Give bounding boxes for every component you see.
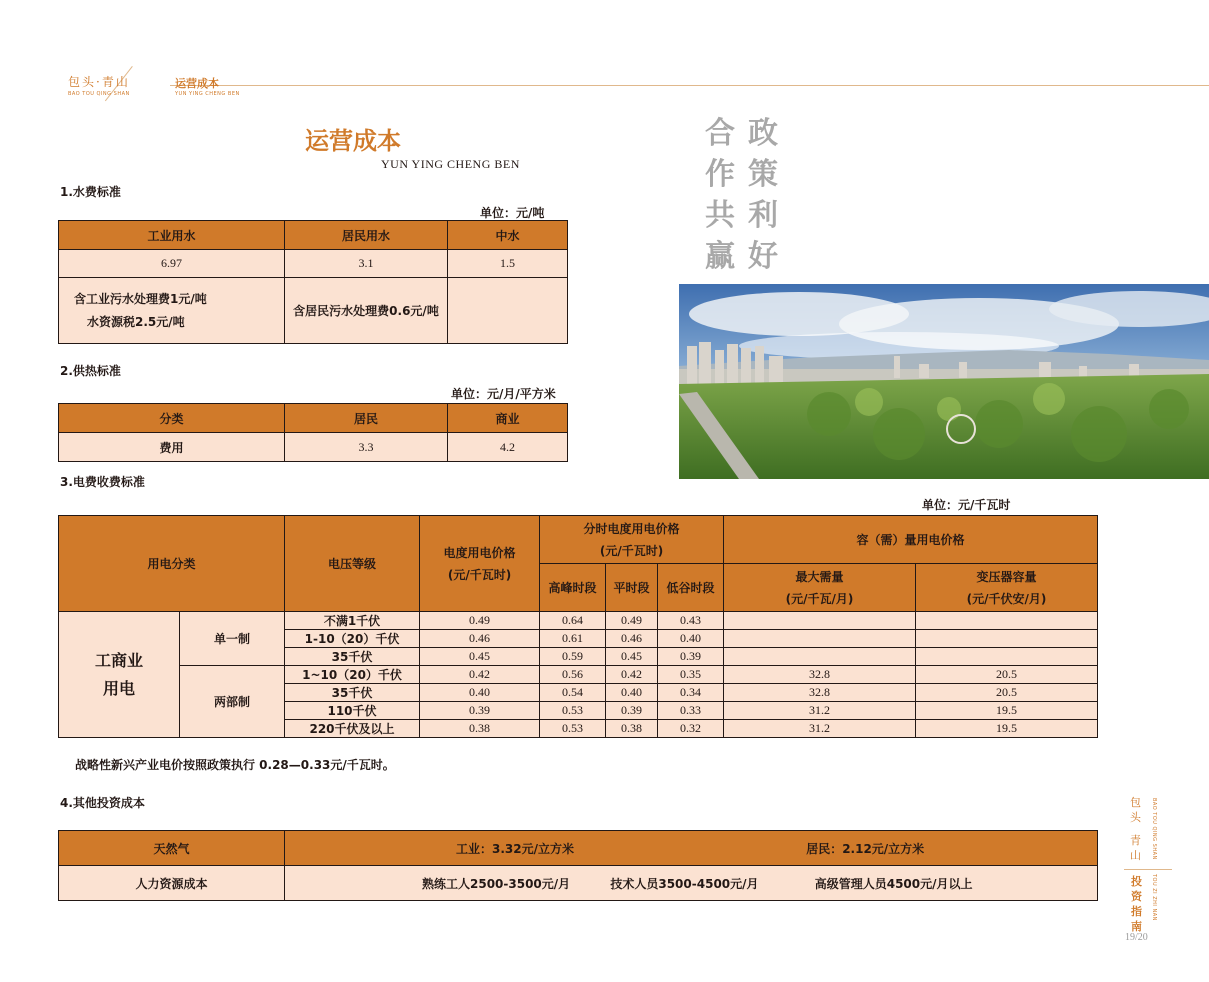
side-logo <box>1130 795 1144 863</box>
water-resident-value: 3.1 <box>285 250 448 278</box>
heating-header-resident: 居民 <box>285 404 448 433</box>
elec-header-voltage: 电压等级 <box>285 516 420 612</box>
slogan-char: 策 <box>748 157 778 192</box>
elec-voltage: 35千伏 <box>285 684 420 702</box>
section-label-en: YUN YING CHENG BEN <box>175 91 240 97</box>
elec-header-valley: 低谷时段 <box>658 564 724 612</box>
slogan-col-2 <box>748 113 778 277</box>
side-logo-line2: 青山 <box>1130 834 1141 862</box>
elec-price: 0.45 <box>420 648 540 666</box>
elec-valley: 0.43 <box>658 612 724 630</box>
elec-header-tou <box>540 516 724 564</box>
elec-price: 0.46 <box>420 630 540 648</box>
heating-header-commercial: 商业 <box>448 404 568 433</box>
elec-header-tou-line1: 分时电度用电价格 <box>583 521 680 536</box>
heating-table <box>58 403 568 462</box>
elec-valley: 0.33 <box>658 702 724 720</box>
elec-header-transformer-line2: (元/千伏安/月) <box>966 591 1047 606</box>
elec-valley: 0.40 <box>658 630 724 648</box>
elec-voltage: 1-10（20）千伏 <box>285 630 420 648</box>
elec-header-maxdemand <box>724 564 916 612</box>
elec-price: 0.42 <box>420 666 540 684</box>
logo-subtext: BAO TOU QING SHAN <box>68 91 130 97</box>
heating-row-label: 费用 <box>59 433 285 462</box>
elec-maxdemand: 31.2 <box>724 720 916 738</box>
elec-peak: 0.54 <box>540 684 606 702</box>
elec-header-peak: 高峰时段 <box>540 564 606 612</box>
elec-category-line2: 用电 <box>102 678 135 698</box>
elec-transformer: 20.5 <box>916 684 1098 702</box>
elec-category-line1: 工商业 <box>94 650 143 670</box>
water-heading: 1.水费标准 <box>60 185 121 199</box>
elec-transformer: 19.5 <box>916 702 1098 720</box>
page-subtitle: YUN YING CHENG BEN <box>381 157 520 171</box>
elec-flat: 0.49 <box>606 612 658 630</box>
side-logo-line1: 包头 <box>1130 796 1141 824</box>
electricity-note: 战略性新兴产业电价按照政策执行 0.28—0.33元/千瓦时。 <box>75 758 395 772</box>
page-title: 运营成本 <box>305 126 401 155</box>
elec-peak: 0.56 <box>540 666 606 684</box>
heating-unit: 单位：元/月/平方米 <box>451 387 556 401</box>
elec-header-flat: 平时段 <box>606 564 658 612</box>
hr-skilled: 熟练工人2500-3500元/月 <box>422 876 571 891</box>
elec-header-transformer-line1: 变压器容量 <box>976 569 1037 584</box>
water-industrial-value: 6.97 <box>59 250 285 278</box>
other-costs-table <box>58 830 1098 901</box>
elec-valley: 0.35 <box>658 666 724 684</box>
elec-price: 0.39 <box>420 702 540 720</box>
elec-peak: 0.61 <box>540 630 606 648</box>
elec-flat: 0.38 <box>606 720 658 738</box>
heating-resident-value: 3.3 <box>285 433 448 462</box>
elec-voltage: 1~10（20）千伏 <box>285 666 420 684</box>
elec-price: 0.40 <box>420 684 540 702</box>
slogan-char: 政 <box>748 116 778 151</box>
water-table <box>58 220 568 344</box>
water-header-industrial: 工业用水 <box>59 221 285 250</box>
elec-category-cell <box>59 612 180 738</box>
elec-single-tariff: 单一制 <box>180 612 285 666</box>
side-guide <box>1131 874 1145 934</box>
water-industrial-note-line1: 含工业污水处理费1元/吨 <box>74 291 207 306</box>
gas-industrial: 工业：3.32元/立方米 <box>456 841 574 856</box>
heating-commercial-value: 4.2 <box>448 433 568 462</box>
water-industrial-note <box>59 278 285 344</box>
elec-header-category: 用电分类 <box>59 516 285 612</box>
elec-transformer: 20.5 <box>916 666 1098 684</box>
electricity-heading: 3.电费收费标准 <box>60 475 145 489</box>
slogan-col-1 <box>705 113 735 277</box>
elec-maxdemand: 32.8 <box>724 684 916 702</box>
elec-price: 0.49 <box>420 612 540 630</box>
city-panorama-image <box>679 284 1209 479</box>
side-rule <box>1124 869 1172 870</box>
other-heading: 4.其他投资成本 <box>60 796 145 810</box>
logo-text: 包头·青山 <box>68 75 130 89</box>
elec-flat: 0.46 <box>606 630 658 648</box>
elec-maxdemand: 31.2 <box>724 702 916 720</box>
hr-tech: 技术人员3500-4500元/月 <box>610 876 759 891</box>
gas-prices <box>285 831 1098 866</box>
elec-valley: 0.32 <box>658 720 724 738</box>
slogan-char: 好 <box>748 239 778 274</box>
elec-transformer <box>916 648 1098 666</box>
slogan-char: 共 <box>705 198 735 233</box>
water-resident-note: 含居民污水处理费0.6元/吨 <box>285 278 448 344</box>
heating-header-category: 分类 <box>59 404 285 433</box>
elec-maxdemand <box>724 630 916 648</box>
elec-peak: 0.59 <box>540 648 606 666</box>
elec-valley: 0.34 <box>658 684 724 702</box>
side-guide-en: TOU ZI ZHI NAN <box>1151 874 1157 921</box>
elec-header-price <box>420 516 540 612</box>
elec-voltage: 不满1千伏 <box>285 612 420 630</box>
page-number: 19/20 <box>1125 932 1148 943</box>
elec-header-tou-line2: (元/千瓦时) <box>599 543 664 558</box>
elec-transformer: 19.5 <box>916 720 1098 738</box>
heating-heading: 2.供热标准 <box>60 364 121 378</box>
elec-price: 0.38 <box>420 720 540 738</box>
water-header-reclaimed: 中水 <box>448 221 568 250</box>
elec-header-transformer <box>916 564 1098 612</box>
gas-label: 天然气 <box>59 831 285 866</box>
elec-maxdemand <box>724 612 916 630</box>
side-guide-line1: 投资 <box>1131 875 1142 903</box>
slogan-char: 合 <box>705 116 735 151</box>
elec-header-capacity: 容（需）量用电价格 <box>724 516 1098 564</box>
water-unit: 单位：元/吨 <box>480 206 545 220</box>
elec-two-part-tariff: 两部制 <box>180 666 285 738</box>
elec-transformer <box>916 630 1098 648</box>
hr-costs <box>285 866 1098 901</box>
hr-senior: 高级管理人员4500元/月以上 <box>814 876 973 891</box>
side-logo-en: BAO TOU QING SHAN <box>1151 798 1157 860</box>
header-rule <box>170 85 1209 86</box>
elec-header-price-line2: (元/千瓦时) <box>447 567 512 582</box>
side-guide-line2: 指南 <box>1131 905 1142 933</box>
elec-maxdemand <box>724 648 916 666</box>
elec-peak: 0.64 <box>540 612 606 630</box>
elec-valley: 0.39 <box>658 648 724 666</box>
elec-voltage: 35千伏 <box>285 648 420 666</box>
elec-flat: 0.45 <box>606 648 658 666</box>
elec-voltage: 110千伏 <box>285 702 420 720</box>
elec-peak: 0.53 <box>540 702 606 720</box>
elec-transformer <box>916 612 1098 630</box>
elec-voltage: 220千伏及以上 <box>285 720 420 738</box>
elec-header-price-line1: 电度用电价格 <box>443 545 516 560</box>
slogan-char: 作 <box>705 157 735 192</box>
section-label: 运营成本 <box>175 77 219 90</box>
water-industrial-note-line2: 水资源税2.5元/吨 <box>87 314 185 329</box>
elec-flat: 0.42 <box>606 666 658 684</box>
gas-resident: 居民：2.12元/立方米 <box>806 841 925 856</box>
water-reclaimed-note <box>448 278 568 344</box>
slogan-char: 赢 <box>705 239 735 274</box>
water-reclaimed-value: 1.5 <box>448 250 568 278</box>
electricity-unit: 单位：元/千瓦时 <box>922 498 1011 512</box>
elec-header-maxdemand-line1: 最大需量 <box>795 569 844 584</box>
water-header-resident: 居民用水 <box>285 221 448 250</box>
elec-flat: 0.40 <box>606 684 658 702</box>
elec-flat: 0.39 <box>606 702 658 720</box>
slogan-char: 利 <box>748 198 778 233</box>
hr-label: 人力资源成本 <box>59 866 285 901</box>
elec-header-maxdemand-line2: (元/千瓦/月) <box>785 591 854 606</box>
electricity-table <box>58 515 1098 738</box>
elec-maxdemand: 32.8 <box>724 666 916 684</box>
elec-peak: 0.53 <box>540 720 606 738</box>
